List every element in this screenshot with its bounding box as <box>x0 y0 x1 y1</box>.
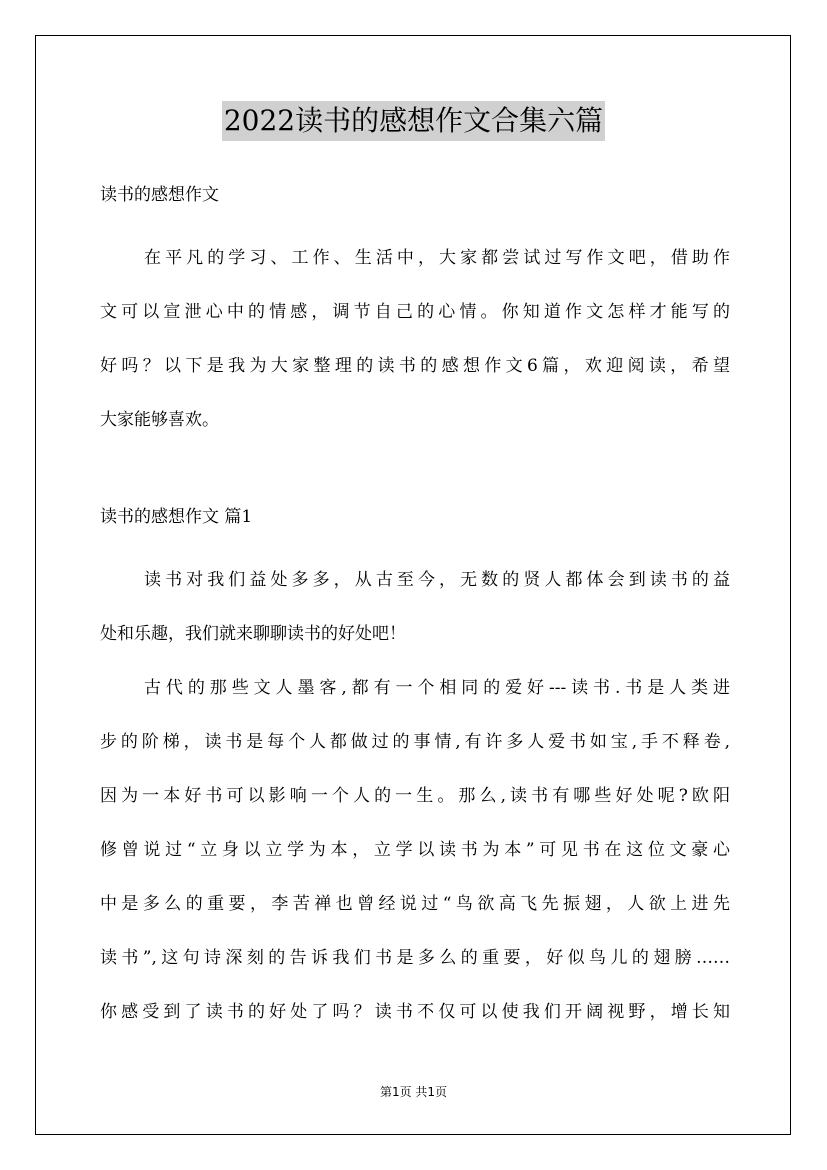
paragraph-line: 因为一本好书可以影响一个人的一生。那么,读书有哪些好处呢?欧阳 <box>100 786 730 806</box>
paragraph-line: 中是多么的重要，李苦禅也曾经说过“鸟欲高飞先振翅，人欲上进先 <box>100 894 730 914</box>
paragraph-line: 处和乐趣，我们就来聊聊读书的好处吧！ <box>100 624 406 644</box>
paragraph-line: 文可以宣泄心中的情感，调节自己的心情。你知道作文怎样才能写的 <box>100 302 730 322</box>
title-container <box>0 101 827 141</box>
document-title: 2022读书的感想作文合集六篇 <box>222 101 605 141</box>
paragraph-line: 步的阶梯，读书是每个人都做过的事情,有许多人爱书如宝,手不释卷, <box>100 732 730 752</box>
document-body <box>100 177 730 1039</box>
paragraph-line: 修曾说过“立身以立学为本，立学以读书为本”可见书在这位文豪心 <box>100 840 730 860</box>
intro-paragraph <box>100 231 730 447</box>
paragraph-line: 读书对我们益处多多，从古至今，无数的贤人都体会到读书的益 <box>144 570 730 590</box>
paragraph-line: 你感受到了读书的好处了吗？读书不仅可以使我们开阔视野，增长知 <box>100 1002 730 1022</box>
page-footer: 第1页 共1页 <box>379 1085 448 1099</box>
paragraph-line: 读书”,这句诗深刻的告诉我们书是多么的重要，好似鸟儿的翅膀…… <box>100 948 730 968</box>
section-heading: 读书的感想作文 篇1 <box>100 507 253 527</box>
paragraph-line: 在平凡的学习、工作、生活中，大家都尝试过写作文吧，借助作 <box>144 248 730 268</box>
body-paragraph <box>100 553 730 661</box>
section-heading: 读书的感想作文 <box>100 185 219 205</box>
paragraph-line: 大家能够喜欢。 <box>100 410 219 430</box>
body-paragraph <box>100 661 730 1039</box>
paragraph-line: 古代的那些文人墨客,都有一个相同的爱好---读书.书是人类进 <box>144 678 730 698</box>
paragraph-line: 好吗？以下是我为大家整理的读书的感想作文6篇，欢迎阅读，希望 <box>100 356 730 376</box>
